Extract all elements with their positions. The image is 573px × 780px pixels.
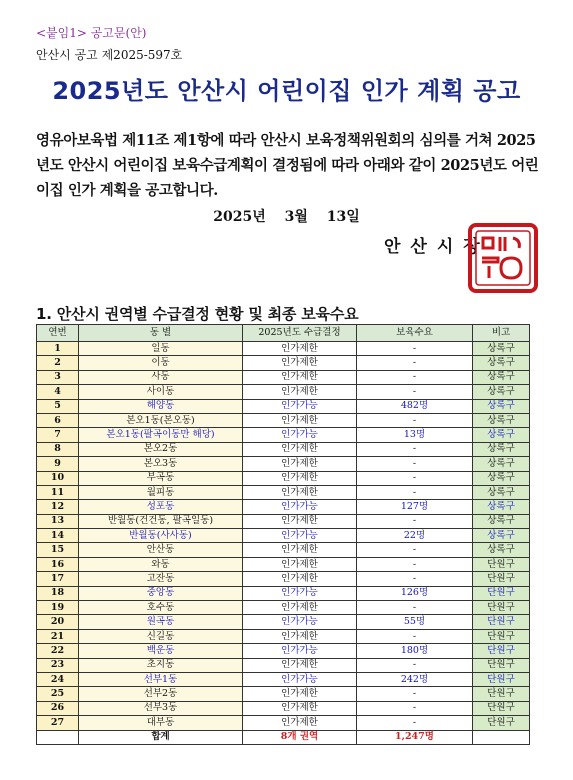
cell-note: 상록구: [473, 428, 530, 442]
official-seal-icon: [467, 222, 539, 294]
total-status: 8개 권역: [243, 730, 357, 744]
total-note: [473, 730, 530, 744]
cell-no: 20: [37, 615, 79, 629]
cell-dong: 본오2동: [79, 442, 243, 456]
cell-note: 단원구: [473, 687, 530, 701]
table-row: [37, 716, 530, 730]
cell-status: 인가제한: [243, 442, 357, 456]
cell-demand: -: [357, 413, 473, 427]
cell-demand: 482명: [357, 399, 473, 413]
cell-note: 단원구: [473, 572, 530, 586]
table-row: [37, 557, 530, 571]
cell-demand: -: [357, 385, 473, 399]
cell-status: 인가제한: [243, 370, 357, 384]
table-row: [37, 572, 530, 586]
total-no: [37, 730, 79, 744]
cell-demand: -: [357, 716, 473, 730]
cell-dong: 선부2동: [79, 687, 243, 701]
cell-dong: 본오1동(본오동): [79, 413, 243, 427]
cell-dong: 초지동: [79, 658, 243, 672]
cell-demand: -: [357, 687, 473, 701]
cell-status: 인가제한: [243, 342, 357, 356]
page-title: 2025년도 안산시 어린이집 인가 계획 공고: [52, 77, 521, 105]
cell-dong: 성포동: [79, 500, 243, 514]
table-row: [37, 658, 530, 672]
cell-note: 상록구: [473, 370, 530, 384]
table-row: [37, 471, 530, 485]
cell-status: 인가가능: [243, 500, 357, 514]
cell-dong: 월피동: [79, 485, 243, 499]
cell-status: 인가제한: [243, 572, 357, 586]
cell-dong: 신길동: [79, 629, 243, 643]
cell-status: 인가가능: [243, 529, 357, 543]
total-demand: 1,247명: [357, 730, 473, 744]
cell-note: 상록구: [473, 485, 530, 499]
table-row: [37, 370, 530, 384]
cell-demand: 55명: [357, 615, 473, 629]
cell-status: 인가제한: [243, 543, 357, 557]
cell-demand: -: [357, 557, 473, 571]
cell-note: 상록구: [473, 413, 530, 427]
cell-note: 상록구: [473, 471, 530, 485]
cell-demand: -: [357, 457, 473, 471]
cell-no: 25: [37, 687, 79, 701]
cell-dong: 반월동(건건동, 팔곡일동): [79, 514, 243, 528]
table-row: [37, 629, 530, 643]
cell-status: 인가제한: [243, 471, 357, 485]
cell-demand: -: [357, 485, 473, 499]
cell-note: 상록구: [473, 500, 530, 514]
cell-status: 인가제한: [243, 629, 357, 643]
cell-note: 단원구: [473, 601, 530, 615]
cell-dong: 본오3동: [79, 457, 243, 471]
cell-demand: -: [357, 629, 473, 643]
table-total-row: [37, 730, 530, 744]
cell-status: 인가제한: [243, 514, 357, 528]
cell-status: 인가가능: [243, 428, 357, 442]
cell-demand: -: [357, 572, 473, 586]
cell-demand: -: [357, 701, 473, 715]
cell-demand: -: [357, 442, 473, 456]
cell-no: 3: [37, 370, 79, 384]
cell-note: 단원구: [473, 629, 530, 643]
table-row: [37, 672, 530, 686]
cell-no: 5: [37, 399, 79, 413]
announcement-body: 영유아보육법 제11조 제1항에 따라 안산시 보육정책위원회의 심의를 거쳐 2025년도 안산시 어린이집 보육수급계획이 결정됨에 따라 아래와 같이 2025년도 어린이집 인가 계획을 공고합니다.: [36, 132, 539, 199]
table-row: [37, 543, 530, 557]
table-row: [37, 342, 530, 356]
cell-no: 18: [37, 586, 79, 600]
cell-demand: -: [357, 658, 473, 672]
cell-no: 10: [37, 471, 79, 485]
cell-status: 인가가능: [243, 615, 357, 629]
cell-no: 11: [37, 485, 79, 499]
table-row: [37, 413, 530, 427]
cell-no: 14: [37, 529, 79, 543]
cell-demand: -: [357, 471, 473, 485]
cell-no: 7: [37, 428, 79, 442]
cell-no: 8: [37, 442, 79, 456]
cell-no: 12: [37, 500, 79, 514]
header-demand: 보육수요: [357, 325, 473, 342]
cell-dong: 호수동: [79, 601, 243, 615]
table-header-row: [37, 325, 530, 342]
cell-dong: 이동: [79, 356, 243, 370]
cell-no: 6: [37, 413, 79, 427]
cell-no: 22: [37, 644, 79, 658]
cell-note: 단원구: [473, 557, 530, 571]
cell-demand: 180명: [357, 644, 473, 658]
cell-note: 상록구: [473, 385, 530, 399]
table-row: [37, 385, 530, 399]
cell-note: 단원구: [473, 658, 530, 672]
table-row: [37, 500, 530, 514]
header-note: 비고: [473, 325, 530, 342]
cell-dong: 사동: [79, 370, 243, 384]
cell-dong: 대부동: [79, 716, 243, 730]
cell-demand: -: [357, 514, 473, 528]
cell-demand: -: [357, 356, 473, 370]
cell-demand: 22명: [357, 529, 473, 543]
cell-dong: 선부3동: [79, 701, 243, 715]
cell-no: 17: [37, 572, 79, 586]
reference-number: 안산시 공고 제2025-597호: [36, 48, 183, 62]
cell-note: 상록구: [473, 399, 530, 413]
section-title: 1. 안산시 권역별 수급결정 현황 및 최종 보육수요: [36, 305, 359, 323]
cell-demand: 127명: [357, 500, 473, 514]
cell-dong: 해양동: [79, 399, 243, 413]
cell-note: 상록구: [473, 514, 530, 528]
table-row: [37, 601, 530, 615]
cell-status: 인가제한: [243, 658, 357, 672]
table-row: [37, 586, 530, 600]
cell-note: 단원구: [473, 644, 530, 658]
cell-status: 인가제한: [243, 557, 357, 571]
cell-status: 인가제한: [243, 457, 357, 471]
table-row: [37, 687, 530, 701]
cell-no: 24: [37, 672, 79, 686]
cell-note: 상록구: [473, 442, 530, 456]
table-row: [37, 615, 530, 629]
header-no: 연번: [37, 325, 79, 342]
cell-no: 21: [37, 629, 79, 643]
cell-demand: -: [357, 601, 473, 615]
cell-dong: 본오1동(팔곡이동만 해당): [79, 428, 243, 442]
table-row: [37, 457, 530, 471]
cell-status: 인가가능: [243, 586, 357, 600]
cell-status: 인가제한: [243, 601, 357, 615]
cell-demand: -: [357, 342, 473, 356]
cell-no: 13: [37, 514, 79, 528]
cell-status: 인가제한: [243, 687, 357, 701]
cell-note: 단원구: [473, 586, 530, 600]
cell-note: 상록구: [473, 457, 530, 471]
cell-demand: 13명: [357, 428, 473, 442]
cell-dong: 일동: [79, 342, 243, 356]
cell-dong: 선부1동: [79, 672, 243, 686]
cell-dong: 반월동(사사동): [79, 529, 243, 543]
cell-no: 2: [37, 356, 79, 370]
cell-status: 인가제한: [243, 356, 357, 370]
table-row: [37, 356, 530, 370]
announcement-date: 2025년 3월 13일: [213, 209, 360, 225]
cell-status: 인가가능: [243, 672, 357, 686]
cell-note: 단원구: [473, 716, 530, 730]
cell-status: 인가가능: [243, 644, 357, 658]
table-row: [37, 644, 530, 658]
table-row: [37, 529, 530, 543]
cell-no: 15: [37, 543, 79, 557]
cell-status: 인가제한: [243, 485, 357, 499]
cell-note: 상록구: [473, 356, 530, 370]
cell-no: 1: [37, 342, 79, 356]
cell-note: 단원구: [473, 672, 530, 686]
cell-no: 19: [37, 601, 79, 615]
cell-status: 인가제한: [243, 413, 357, 427]
cell-dong: 안산동: [79, 543, 243, 557]
cell-no: 4: [37, 385, 79, 399]
table-row: [37, 514, 530, 528]
attachment-label: <붙임1> 공고문(안): [36, 26, 147, 40]
table-row: [37, 485, 530, 499]
cell-note: 단원구: [473, 615, 530, 629]
table-row: [37, 428, 530, 442]
cell-status: 인가제한: [243, 716, 357, 730]
cell-dong: 백운동: [79, 644, 243, 658]
cell-dong: 고잔동: [79, 572, 243, 586]
cell-no: 23: [37, 658, 79, 672]
cell-demand: -: [357, 543, 473, 557]
header-status: 2025년도 수급결정: [243, 325, 357, 342]
cell-note: 단원구: [473, 701, 530, 715]
cell-note: 상록구: [473, 529, 530, 543]
cell-note: 상록구: [473, 342, 530, 356]
cell-no: 9: [37, 457, 79, 471]
cell-dong: 원곡동: [79, 615, 243, 629]
cell-demand: 242명: [357, 672, 473, 686]
cell-no: 16: [37, 557, 79, 571]
cell-no: 27: [37, 716, 79, 730]
table-row: [37, 701, 530, 715]
cell-dong: 중앙동: [79, 586, 243, 600]
total-label: 합계: [79, 730, 243, 744]
cell-demand: -: [357, 370, 473, 384]
cell-note: 상록구: [473, 543, 530, 557]
cell-demand: 126명: [357, 586, 473, 600]
cell-status: 인가제한: [243, 385, 357, 399]
cell-dong: 와동: [79, 557, 243, 571]
cell-dong: 부곡동: [79, 471, 243, 485]
cell-dong: 사이동: [79, 385, 243, 399]
issuer-name: 안산시장: [384, 237, 490, 257]
cell-status: 인가가능: [243, 399, 357, 413]
cell-status: 인가제한: [243, 701, 357, 715]
supply-demand-table: [36, 324, 530, 745]
cell-no: 26: [37, 701, 79, 715]
table-row: [37, 442, 530, 456]
header-dong: 동 별: [79, 325, 243, 342]
table-row: [37, 399, 530, 413]
